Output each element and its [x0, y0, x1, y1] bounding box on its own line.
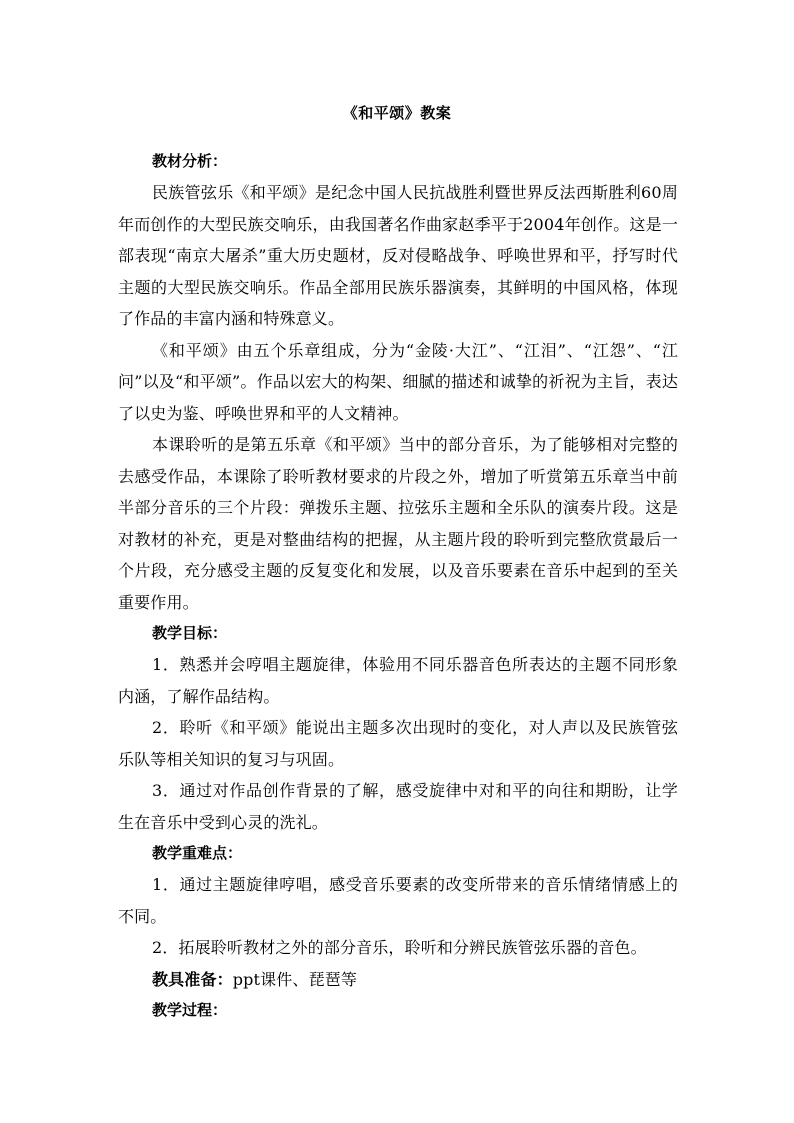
materials-label: 教具准备：	[152, 969, 233, 989]
paragraph: 本课聆听的是第五乐章《和平颂》当中的部分音乐，为了能够相对完整的去感受作品，本课除了聆听教材要求的片段之外，增加了听赏第五乐章当中前半部分音乐的三个片段：弹拨乐主题、拉弦乐主题和全乐队的演奏片段。这是对教材的补充，更是对整曲结构的把握，从主题片段的聆听到完整欣赏最后一个片段，充分感受主题的反复变化和发展，以及音乐要素在音乐中起到的至关重要作用。	[118, 435, 678, 612]
document-title: 《和平颂》教案	[342, 104, 452, 122]
paragraph: 《和平颂》由五个乐章组成，分为“金陵·大江”、“江泪”、“江怨”、“江问”以及“和平颂”。作品以宏大的构架、细腻的描述和诚挚的祈祝为主旨，表达了以史为鉴、呼唤世界和平的人文精神。	[118, 340, 678, 423]
paragraph: 民族管弦乐《和平颂》是纪念中国人民抗战胜利暨世界反法西斯胜利60周年而创作的大型民族交响乐，由我国著名作曲家赵季平于2004年创作。这是一部表现“南京大屠杀”重大历史题材，反对侵略战争、呼唤世界和平，抒写时代主题的大型民族交响乐。作品全部用民族乐器演奏，其鲜明的中国风格，体现了作品的丰富内涵和特殊意义。	[118, 183, 678, 328]
section-heading-analysis: 教材分析：	[152, 152, 228, 170]
list-item: 1．熟悉并会哼唱主题旋律，体验用不同乐器音色所表达的主题不同形象内涵，了解作品结构。	[118, 655, 678, 706]
list-item: 2．拓展聆听教材之外的部分音乐，聆听和分辨民族管弦乐器的音色。	[152, 938, 647, 957]
document-body	[118, 146, 678, 1026]
section-heading-key-points: 教学重难点：	[152, 844, 243, 862]
list-item: 2．聆听《和平颂》能说出主题多次出现时的变化，对人声以及民族管弦乐队等相关知识的复习与巩固。	[118, 718, 678, 769]
section-heading-process: 教学过程：	[152, 1001, 228, 1019]
list-item: 1．通过主题旋律哼唱，感受音乐要素的改变所带来的音乐情绪情感上的不同。	[118, 875, 678, 926]
list-item: 3．通过对作品创作背景的了解，感受旋律中对和平的向往和期盼，让学生在音乐中受到心灵的洗礼。	[118, 781, 678, 832]
section-heading-objectives: 教学目标：	[152, 624, 228, 642]
materials-value: ppt课件、琵琶等	[232, 969, 358, 989]
materials-line	[118, 964, 678, 996]
